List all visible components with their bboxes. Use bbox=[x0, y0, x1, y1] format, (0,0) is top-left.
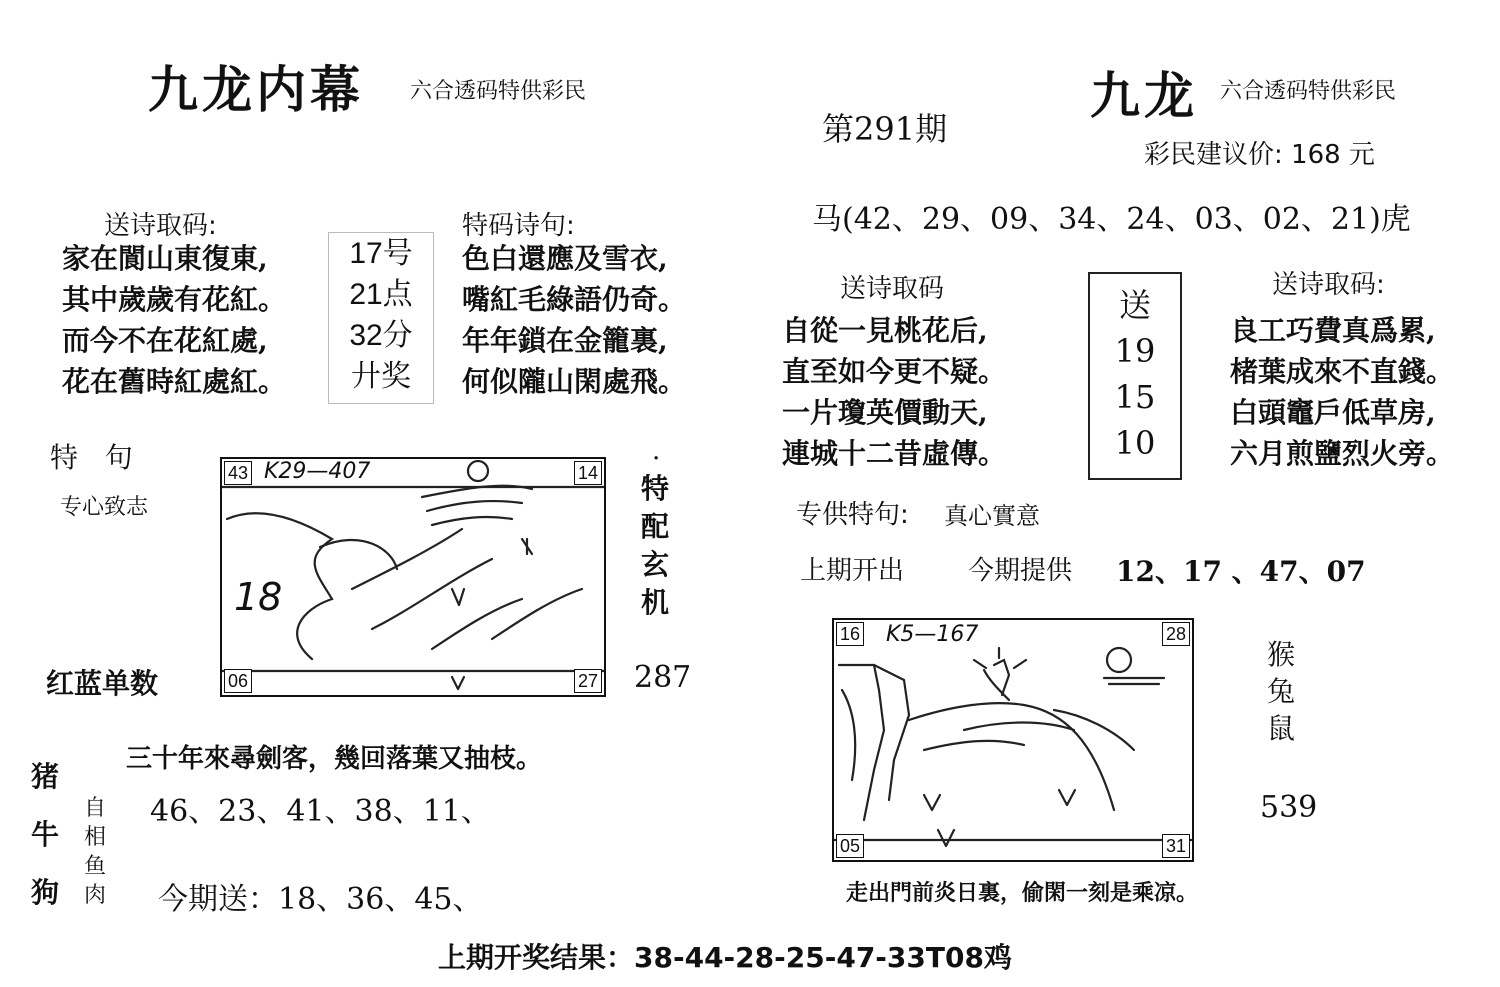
left-special-poem bbox=[462, 238, 686, 402]
left-poem-header: 送诗取码: bbox=[104, 211, 217, 241]
box-line: 廾奖 bbox=[351, 360, 411, 393]
send-box bbox=[1088, 272, 1182, 480]
corner-number: 16 bbox=[836, 622, 864, 646]
zodiac-char: 猪 bbox=[30, 760, 59, 793]
corner-number: 28 bbox=[1162, 622, 1190, 646]
poem-line: 嘴紅毛綠語仍奇。 bbox=[462, 283, 687, 316]
picture-scribble: K5—167 bbox=[886, 622, 979, 647]
animal-char: 猴 bbox=[1266, 638, 1295, 671]
corner-number: 31 bbox=[1162, 834, 1190, 858]
special-label: 专供特句: bbox=[796, 500, 909, 530]
provide-numbers: 12、17 、47、07 bbox=[1116, 555, 1366, 588]
poem-line: 而今不在花紅處, bbox=[62, 324, 268, 357]
horse-line: 马(42、29、09、34、24、03、02、21)虎 bbox=[812, 202, 1411, 237]
footer-result: 上期开奖结果：38-44-28-25-47-33T08鸡 bbox=[438, 941, 1012, 974]
box-line: 17号 bbox=[349, 237, 413, 270]
right-caption: 走出門前炎日裏，偷閑一刻是乘凉。 bbox=[846, 880, 1199, 906]
issue-number: 第291期 bbox=[822, 110, 948, 148]
animal-char: 兔 bbox=[1266, 675, 1295, 708]
te-ju-label: 特 句 bbox=[50, 441, 133, 474]
corner-number: 14 bbox=[574, 461, 602, 485]
zodiac-column bbox=[30, 748, 60, 922]
poem-line: 楮葉成來不直錢。 bbox=[1230, 355, 1455, 388]
left-special-header: 特码诗句: bbox=[462, 211, 575, 241]
number-287: 287 bbox=[634, 660, 692, 695]
dot-mark: · bbox=[652, 444, 661, 474]
price-label: 彩民建议价: 168 元 bbox=[1144, 140, 1375, 170]
poem-line: 良工巧費真爲累, bbox=[1230, 314, 1436, 347]
right-poem-header-right: 送诗取码: bbox=[1272, 270, 1385, 300]
left-subtitle: 六合透码特供彩民 bbox=[410, 79, 587, 104]
zixiang-column bbox=[80, 794, 110, 910]
animal-char: 鼠 bbox=[1266, 712, 1295, 745]
this-issue-label: 今期提供 bbox=[968, 556, 1073, 586]
zixiang-char: 鱼 bbox=[83, 854, 106, 879]
te-ju-text: 专心致志 bbox=[60, 495, 149, 520]
poem-line: 何似隴山閑處飛。 bbox=[462, 365, 687, 398]
vertical-label bbox=[640, 470, 670, 622]
send-box-line: 送 bbox=[1118, 286, 1151, 324]
poem-line: 年年鎖在金籠裏, bbox=[462, 324, 668, 357]
right-poem-right bbox=[1230, 310, 1454, 474]
corner-number: 06 bbox=[224, 669, 252, 693]
vertical-char: 配 bbox=[640, 510, 669, 543]
poem-line: 花在舊時紅處紅。 bbox=[62, 365, 287, 398]
box-line: 21点 bbox=[349, 278, 413, 311]
right-riddle-picture bbox=[832, 618, 1194, 862]
poem-line: 色白還應及雪衣, bbox=[462, 242, 668, 275]
poem-line: 自從一見桃花后, bbox=[782, 314, 988, 347]
zixiang-char: 自 bbox=[83, 796, 106, 821]
right-sketch bbox=[834, 620, 1192, 860]
poem-line: 其中歲歲有花紅。 bbox=[62, 283, 287, 316]
right-subtitle: 六合透码特供彩民 bbox=[1220, 79, 1397, 104]
corner-number: 43 bbox=[224, 461, 252, 485]
left-poem bbox=[62, 238, 286, 402]
vertical-char: 机 bbox=[640, 586, 669, 619]
zixiang-char: 肉 bbox=[83, 883, 106, 908]
left-send-line: 今期送：18、36、45、 bbox=[158, 882, 483, 917]
poem-line: 直至如今更不疑。 bbox=[782, 355, 1007, 388]
zodiac-char: 狗 bbox=[30, 876, 59, 909]
vertical-char: 玄 bbox=[640, 548, 669, 581]
zodiac-char: 牛 bbox=[30, 818, 59, 851]
poem-line: 連城十二昔虛傳。 bbox=[782, 437, 1007, 470]
poem-line: 六月煎鹽烈火旁。 bbox=[1230, 437, 1455, 470]
left-code-box bbox=[328, 232, 434, 404]
corner-number: 05 bbox=[836, 834, 864, 858]
left-title: 九龙内幕 bbox=[148, 60, 364, 119]
send-box-line: 15 bbox=[1114, 378, 1156, 416]
last-issue-label: 上期开出 bbox=[800, 556, 905, 586]
number-539: 539 bbox=[1260, 790, 1318, 825]
hongla-label: 红蓝单数 bbox=[46, 667, 159, 700]
zixiang-char: 相 bbox=[83, 825, 106, 850]
left-poem-line: 三十年來尋劍客，幾回落葉又抽枝。 bbox=[126, 744, 543, 774]
picture-scribble: K29—407 bbox=[264, 459, 371, 484]
corner-number: 27 bbox=[574, 669, 602, 693]
picture-number: 18 bbox=[234, 575, 283, 619]
special-value: 真心實意 bbox=[944, 502, 1040, 530]
right-poem-header-left: 送诗取码 bbox=[840, 274, 945, 304]
poem-line: 白頭竈戶低草房, bbox=[1230, 396, 1436, 429]
left-riddle-picture bbox=[220, 457, 606, 697]
box-line: 32分 bbox=[349, 319, 413, 352]
right-title: 九龙 bbox=[1090, 66, 1198, 125]
poem-line: 一片瓊英價動天, bbox=[782, 396, 988, 429]
send-box-line: 10 bbox=[1114, 424, 1156, 462]
animals-column bbox=[1266, 636, 1296, 747]
poem-line: 家在閬山東復東, bbox=[62, 242, 268, 275]
left-nums-line: 46、23、41、38、11、 bbox=[150, 794, 491, 829]
send-box-line: 19 bbox=[1114, 332, 1156, 370]
right-poem-left bbox=[782, 310, 1006, 474]
vertical-char: 特 bbox=[640, 472, 669, 505]
